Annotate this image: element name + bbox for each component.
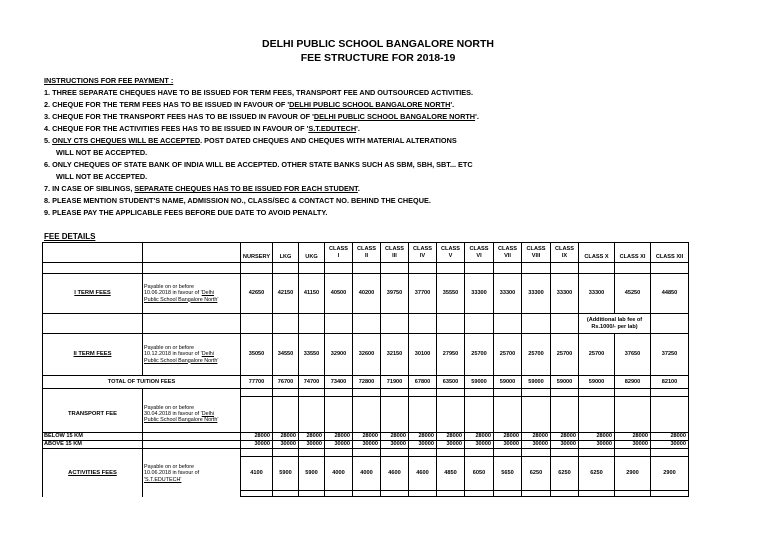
instruction-5 [44,136,457,145]
col-class-5 [437,243,465,263]
transport-fee: 30000 [494,441,522,449]
fee-table [42,242,689,497]
col-label: CLASS [385,246,404,253]
transport-fee: 28000 [241,433,273,441]
instruction-emphasis: SEPARATE CHEQUES HAS TO BE ISSUED FOR EACH STUDENT [134,184,358,193]
col-label: IX [561,252,568,259]
transport-fee: 28000 [522,433,551,441]
instruction-text: 4. CHEQUE FOR THE ACTIVITIES FEES HAS TO BE ISSUED IN FAVOUR OF ' [44,124,309,133]
payment-note-line: Delhi [201,351,214,358]
instruction-text: '. [450,100,455,109]
payment-note-line: Payable on or before [144,345,195,352]
payment-note-line: ' [217,357,219,364]
payment-note-line: 'S.T.EDUTECH' [144,476,182,483]
col-label: IV [419,252,426,259]
col-label: CLASS [526,246,546,253]
transport-fee: 30000 [437,441,465,449]
col-class-9 [551,243,579,263]
instruction-text: 5. [44,136,53,145]
payment-note-line: 10.06.2018 in favour of ' [144,290,202,297]
header-blank [143,243,241,263]
col-class-4 [409,243,437,263]
col-label: CLASS [413,246,432,253]
term1-fee: 37700 [409,274,437,314]
instruction-6: 6. ONLY CHEQUES OF STATE BANK OF INDIA WILL BE ACCEPTED. OTHER STATE BANKS SUCH AS SBM, SBH, SBT... ETC [44,160,473,169]
transport-fee: 28000 [551,433,579,441]
instruction-9: 9. PLEASE PAY THE APPLICABLE FEES BEFORE DUE DATE TO AVOID PENALTY. [44,208,328,217]
col-ukg: UKG [299,243,325,263]
instructions-heading: INSTRUCTIONS FOR FEE PAYMENT : [44,76,174,85]
term1-fee: 42150 [273,274,299,314]
term1-fee: 33300 [579,274,615,314]
instruction-text: '. [356,124,360,133]
transport-fee: 28000 [579,433,615,441]
instruction-text: 2. CHEQUE FOR THE TERM FEES HAS TO BE ISSUED IN FAVOUR OF ' [44,100,290,109]
lab-note-row [43,314,689,334]
term2-fee: 35050 [241,334,273,376]
term1-fee: 45250 [615,274,651,314]
activities-fee: 4000 [325,457,353,491]
term2-fee: 32150 [381,334,409,376]
total-fee: 59000 [494,376,522,389]
transport-fee: 30000 [409,441,437,449]
lab-fee-note [579,314,651,334]
transport-label: TRANSPORT FEE [43,397,143,433]
transport-fee: 28000 [651,433,689,441]
activities-fee: 6250 [551,457,579,491]
instruction-emphasis: DELHI PUBLIC SCHOOL BANGALORE NORTH [289,100,451,109]
header-blank [43,243,143,263]
instruction-3 [44,112,479,121]
total-fee: 72800 [353,376,381,389]
payment-note-line: 10.06.2018 in favour of [144,470,200,477]
term2-fee: 25700 [494,334,522,376]
instruction-emphasis: DELHI PUBLIC SCHOOL BANGALORE NORTH [313,112,476,121]
term2-fee: 25700 [551,334,579,376]
transport-fee: 28000 [325,433,353,441]
activities-fee: 4600 [381,457,409,491]
col-class-7 [494,243,522,263]
term2-fee: 33550 [299,334,325,376]
term2-fee: 25700 [522,334,551,376]
col-class-12: CLASS XII [651,243,689,263]
fee-structure-title: FEE STRUCTURE FOR 2018-19 [300,52,456,64]
term1-payment-note [143,274,241,314]
transport-fee: 30000 [579,441,615,449]
spacer-row [43,449,689,457]
transport-fee: 28000 [465,433,494,441]
col-label: VII [504,252,511,259]
instruction-emphasis: S.T.EDUTECH [308,124,357,133]
term1-row [43,274,689,314]
total-fee: 82100 [651,376,689,389]
col-label: CLASS [555,246,574,253]
term1-fee: 40500 [325,274,353,314]
transport-fee: 30000 [325,441,353,449]
spacer-row [43,389,689,397]
activities-fee: 4100 [241,457,273,491]
school-name: DELHI PUBLIC SCHOOL BANGALORE NORTH [262,38,494,50]
term2-payment-note [143,334,241,376]
transport-fee: 30000 [651,441,689,449]
activities-fee: 4850 [437,457,465,491]
term2-fee: 37250 [651,334,689,376]
payment-note-line: Public School Bangalore North [144,296,218,303]
instruction-6-cont: WILL NOT BE ACCEPTED. [56,172,148,181]
below-15km-label: BELOW 15 KM [43,433,143,441]
term2-fee: 34550 [273,334,299,376]
transport-fee: 28000 [615,433,651,441]
activities-fee: 2900 [615,457,651,491]
payment-note-line: Payable on or before [144,404,195,411]
activities-label: ACTIVITIES FEES [43,457,143,491]
payment-note-line: Payable on or before [144,464,195,471]
total-fee: 74700 [299,376,325,389]
activities-row [43,457,689,491]
col-label: CLASS [357,246,376,253]
transport-above-row [43,441,689,449]
payment-note-line: Payable on or before [144,284,195,291]
term1-fee: 33300 [494,274,522,314]
term1-fee: 42650 [241,274,273,314]
term1-fee: 40200 [353,274,381,314]
col-label: CLASS [498,246,517,253]
payment-note-line: Delhi [201,290,214,297]
spacer-row [43,491,689,497]
col-label: VI [476,252,482,259]
term2-fee: 32900 [325,334,353,376]
term1-fee: 35550 [437,274,465,314]
term1-fee: 44850 [651,274,689,314]
transport-fee: 28000 [409,433,437,441]
col-class-11: CLASS XI [615,243,651,263]
fee-details-heading: FEE DETAILS [44,232,96,241]
instruction-text: 7. IN CASE OF SIBLINGS, [44,184,135,193]
transport-fee: 28000 [381,433,409,441]
instruction-text: '. [475,112,479,121]
activities-fee: 6050 [465,457,494,491]
total-fee: 59000 [465,376,494,389]
transport-fee: 30000 [299,441,325,449]
lab-note-line: (Additional lab fee of [586,317,643,324]
payment-note-line: ' [217,417,219,424]
col-label: II [364,252,369,259]
term2-label: II TERM FEES [43,334,143,376]
activities-fee: 5650 [494,457,522,491]
term1-fee: 33300 [551,274,579,314]
transport-fee: 30000 [465,441,494,449]
term2-fee: 32600 [353,334,381,376]
col-label: CLASS [469,246,489,253]
transport-row [43,397,689,433]
term2-fee: 27950 [437,334,465,376]
instruction-4 [44,124,360,133]
payment-note-line: Delhi [201,411,214,418]
term2-fee: 25700 [579,334,615,376]
total-fee: 59000 [551,376,579,389]
total-fee: 73400 [325,376,353,389]
spacer-row [43,263,689,274]
term1-label: I TERM FEES [43,274,143,314]
instruction-1: 1. THREE SEPARATE CHEQUES HAVE TO BE ISSUED FOR TERM FEES, TRANSPORT FEE AND OUTSOURCED ACTIVITIES. [44,88,474,97]
transport-fee: 30000 [241,441,273,449]
instruction-text: 3. CHEQUE FOR THE TRANSPORT FEES HAS TO BE ISSUED IN FAVOUR OF ' [44,112,314,121]
term2-fee: 25700 [465,334,494,376]
transport-fee: 28000 [494,433,522,441]
col-class-3 [381,243,409,263]
col-class-8 [522,243,551,263]
col-class-6 [465,243,494,263]
total-fee: 77700 [241,376,273,389]
activities-payment-note [143,457,241,491]
instruction-emphasis: ONLY CTS CHEQUES WILL BE ACCEPTED [52,136,201,145]
transport-fee: 28000 [437,433,465,441]
payment-note-line: 30.04.2018 in favour of ' [144,411,202,418]
transport-fee: 30000 [381,441,409,449]
term1-fee: 33300 [465,274,494,314]
term1-fee: 39750 [381,274,409,314]
payment-note-line: Public School Bangalore North [144,357,218,364]
total-row [43,376,689,389]
payment-note-line: Public School Bangalore North [144,417,218,424]
total-label: TOTAL OF TUITION FEES [43,376,241,389]
activities-fee: 6250 [522,457,551,491]
total-fee: 67800 [409,376,437,389]
term1-fee: 41150 [299,274,325,314]
col-label: V [448,252,453,259]
transport-fee: 28000 [299,433,325,441]
total-fee: 71900 [381,376,409,389]
instruction-7 [44,184,360,193]
activities-fee: 4600 [409,457,437,491]
total-fee: 59000 [579,376,615,389]
term1-fee: 33300 [522,274,551,314]
instruction-2 [44,100,454,109]
col-label: III [392,252,397,259]
col-lkg: LKG [273,243,299,263]
transport-fee: 30000 [522,441,551,449]
total-fee: 76700 [273,376,299,389]
term2-row [43,334,689,376]
total-fee: 63500 [437,376,465,389]
col-label: CLASS [329,246,348,253]
col-label: I [337,252,340,259]
col-class-2 [353,243,381,263]
term2-fee: 30100 [409,334,437,376]
activities-fee: 5900 [299,457,325,491]
transport-payment-note [143,397,241,433]
instruction-text: . [357,184,360,193]
transport-fee: 28000 [273,433,299,441]
table-header-row [43,243,689,263]
instruction-8: 8. PLEASE MENTION STUDENT'S NAME, ADMISSION NO., CLASS/SEC & CONTACT NO. BEHIND THE CHEQUE. [44,196,431,205]
payment-note-line: ' [217,296,219,303]
col-label: CLASS [441,246,460,253]
instruction-5-cont: WILL NOT BE ACCEPTED. [56,148,148,157]
activities-fee: 2900 [651,457,689,491]
total-fee: 82900 [615,376,651,389]
activities-fee: 5900 [273,457,299,491]
instruction-text: . POST DATED CHEQUES AND CHEQUES WITH MATERIAL ALTERATIONS [200,136,457,145]
above-15km-label: ABOVE 15 KM [43,441,143,449]
transport-below-row [43,433,689,441]
payment-note-line: 10.12.2018 in favour of ' [144,351,202,358]
transport-fee: 30000 [551,441,579,449]
activities-fee: 6250 [579,457,615,491]
activities-fee: 4000 [353,457,381,491]
col-class-10: CLASS X [579,243,615,263]
col-nursery: NURSERY [241,243,273,263]
col-class-1 [325,243,353,263]
transport-fee: 30000 [615,441,651,449]
transport-fee: 28000 [353,433,381,441]
transport-fee: 30000 [353,441,381,449]
total-fee: 59000 [522,376,551,389]
lab-note-line: Rs.1000/- per lab) [591,323,638,330]
term2-fee: 37650 [615,334,651,376]
col-label: VIII [531,252,541,259]
transport-fee: 30000 [273,441,299,449]
